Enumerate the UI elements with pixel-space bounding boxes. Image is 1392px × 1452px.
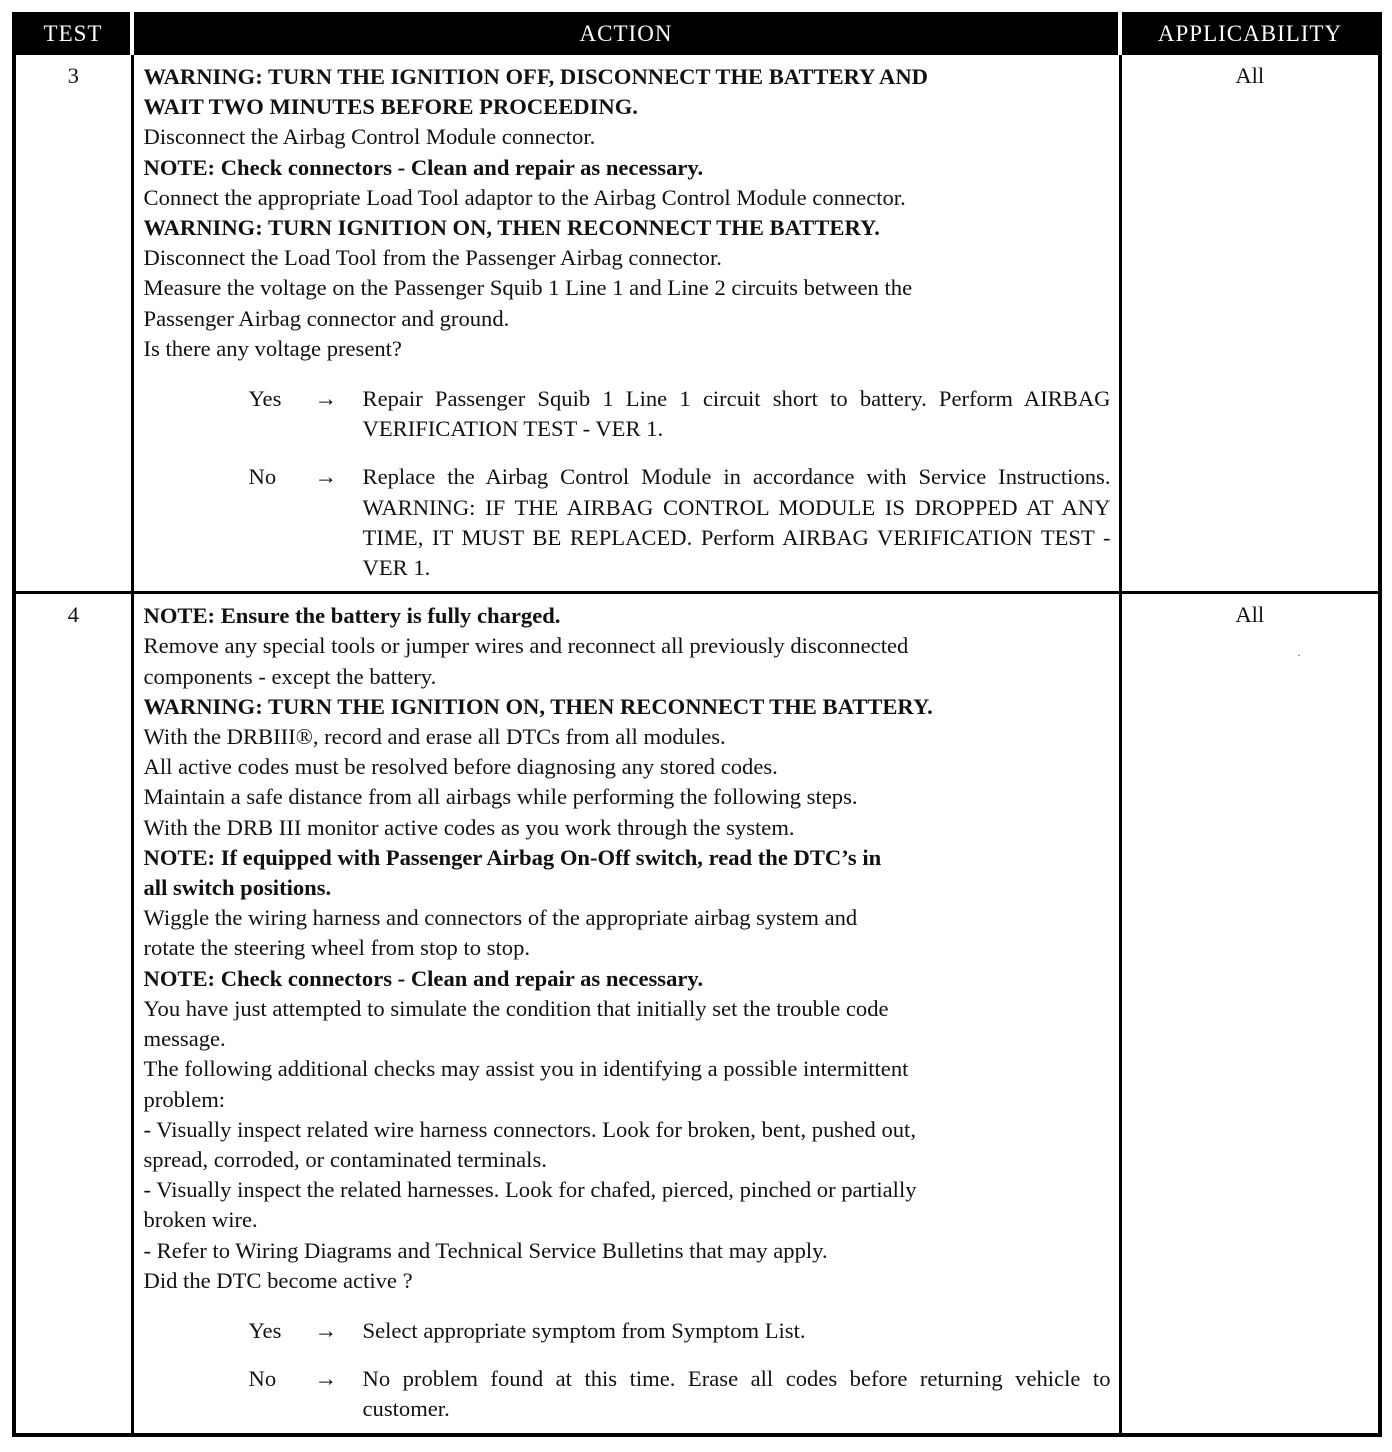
arrow-right-icon: → xyxy=(314,1317,338,1343)
action-note: NOTE: Ensure the battery is fully charged. xyxy=(143,603,561,629)
branch-result: Select appropriate symptom from Symptom List. xyxy=(362,1317,806,1343)
branch-answer: No xyxy=(248,1366,277,1392)
branch-answer: No xyxy=(248,464,277,490)
action-line: - Visually inspect the related harnesses. Look for chafed, pierced, pinched or partially xyxy=(143,1177,917,1203)
action-line: Wiggle the wiring harness and connectors of the appropriate airbag system and xyxy=(143,905,858,931)
branch-answer: Yes xyxy=(248,1317,282,1343)
branch-no xyxy=(144,462,1111,583)
action-note: NOTE: If equipped with Passenger Airbag On-Off switch, read the DTC’s in xyxy=(143,844,882,870)
stray-mark: · xyxy=(1297,648,1301,662)
test-number: 4 xyxy=(14,593,132,1435)
arrow-right-icon: → xyxy=(314,1366,338,1392)
branch-result: No problem found at this time. Erase all codes before returning vehicle to customer. xyxy=(362,1366,1111,1422)
branch-result: Replace the Airbag Control Module in accordance with Service Instructions. WARNING: IF THE AIRBAG CONTROL MODULE IS DROPPED AT ANY TIME, IT MUST BE REPLACED. Perform AIRBAG VERIFICATION TEST - VER 1. xyxy=(362,464,1111,581)
header-test: TEST xyxy=(14,14,132,54)
action-note: WARNING: TURN THE IGNITION ON, THEN RECONNECT THE BATTERY. xyxy=(143,693,933,719)
action-line: Connect the appropriate Load Tool adaptor to the Airbag Control Module connector. xyxy=(143,184,906,210)
action-cell xyxy=(132,54,1120,593)
applicability-cell: All xyxy=(1120,54,1380,593)
action-line: With the DRBIII®, record and erase all DTCs from all modules. xyxy=(143,724,726,750)
action-line: problem: xyxy=(143,1086,226,1112)
applicability-cell: All xyxy=(1120,593,1380,1435)
action-line: message. xyxy=(143,1026,226,1052)
action-cell xyxy=(132,593,1120,1435)
action-line: Disconnect the Load Tool from the Passenger Airbag connector. xyxy=(143,245,722,271)
branch-no xyxy=(144,1364,1111,1424)
table-header-row xyxy=(14,14,1380,54)
arrow-right-icon: → xyxy=(314,464,338,490)
action-line: Remove any special tools or jumper wires and reconnect all previously disconnected xyxy=(143,633,909,659)
action-line: - Visually inspect related wire harness connectors. Look for broken, bent, pushed out, xyxy=(143,1116,916,1142)
action-line: With the DRB III monitor active codes as you work through the system. xyxy=(143,814,795,840)
action-line: components - except the battery. xyxy=(143,663,437,689)
action-note: NOTE: Check connectors - Clean and repair as necessary. xyxy=(143,965,704,991)
header-applicability: APPLICABILITY xyxy=(1120,14,1380,54)
action-line: The following additional checks may assist you in identifying a possible intermittent xyxy=(143,1056,909,1082)
test-row xyxy=(14,54,1380,593)
action-line: broken wire. xyxy=(143,1207,258,1233)
action-note: WAIT TWO MINUTES BEFORE PROCEEDING. xyxy=(143,94,638,120)
test-number: 3 xyxy=(14,54,132,593)
action-line: Did the DTC become active ? xyxy=(143,1267,413,1293)
action-line: spread, corroded, or contaminated terminals. xyxy=(143,1146,547,1172)
diagnostic-test-table xyxy=(12,12,1382,1437)
action-line: - Refer to Wiring Diagrams and Technical Service Bulletins that may apply. xyxy=(143,1237,828,1263)
branch-answer: Yes xyxy=(248,386,282,412)
action-note: NOTE: Check connectors - Clean and repair as necessary. xyxy=(143,154,704,180)
action-line: Maintain a safe distance from all airbags while performing the following steps. xyxy=(143,784,858,810)
branch-yes xyxy=(144,1316,1111,1346)
branch-result: Repair Passenger Squib 1 Line 1 circuit short to battery. Perform AIRBAG VERIFICATION TEST - VER 1. xyxy=(362,386,1111,442)
branch-yes xyxy=(144,384,1111,444)
action-line: Measure the voltage on the Passenger Squib 1 Line 1 and Line 2 circuits between the xyxy=(143,275,913,301)
test-row xyxy=(14,593,1380,1435)
header-action: ACTION xyxy=(132,14,1120,54)
action-line: Is there any voltage present? xyxy=(143,335,402,361)
action-line: You have just attempted to simulate the condition that initially set the trouble code xyxy=(143,995,889,1021)
action-note: WARNING: TURN IGNITION ON, THEN RECONNECT THE BATTERY. xyxy=(143,215,880,241)
action-note: WARNING: TURN THE IGNITION OFF, DISCONNECT THE BATTERY AND xyxy=(143,64,929,89)
arrow-right-icon: → xyxy=(314,386,338,412)
action-note: all switch positions. xyxy=(143,875,332,901)
action-line: rotate the steering wheel from stop to stop. xyxy=(143,935,531,961)
action-line: Passenger Airbag connector and ground. xyxy=(143,305,510,331)
action-line: Disconnect the Airbag Control Module connector. xyxy=(143,124,596,150)
action-line: All active codes must be resolved before diagnosing any stored codes. xyxy=(143,754,778,780)
